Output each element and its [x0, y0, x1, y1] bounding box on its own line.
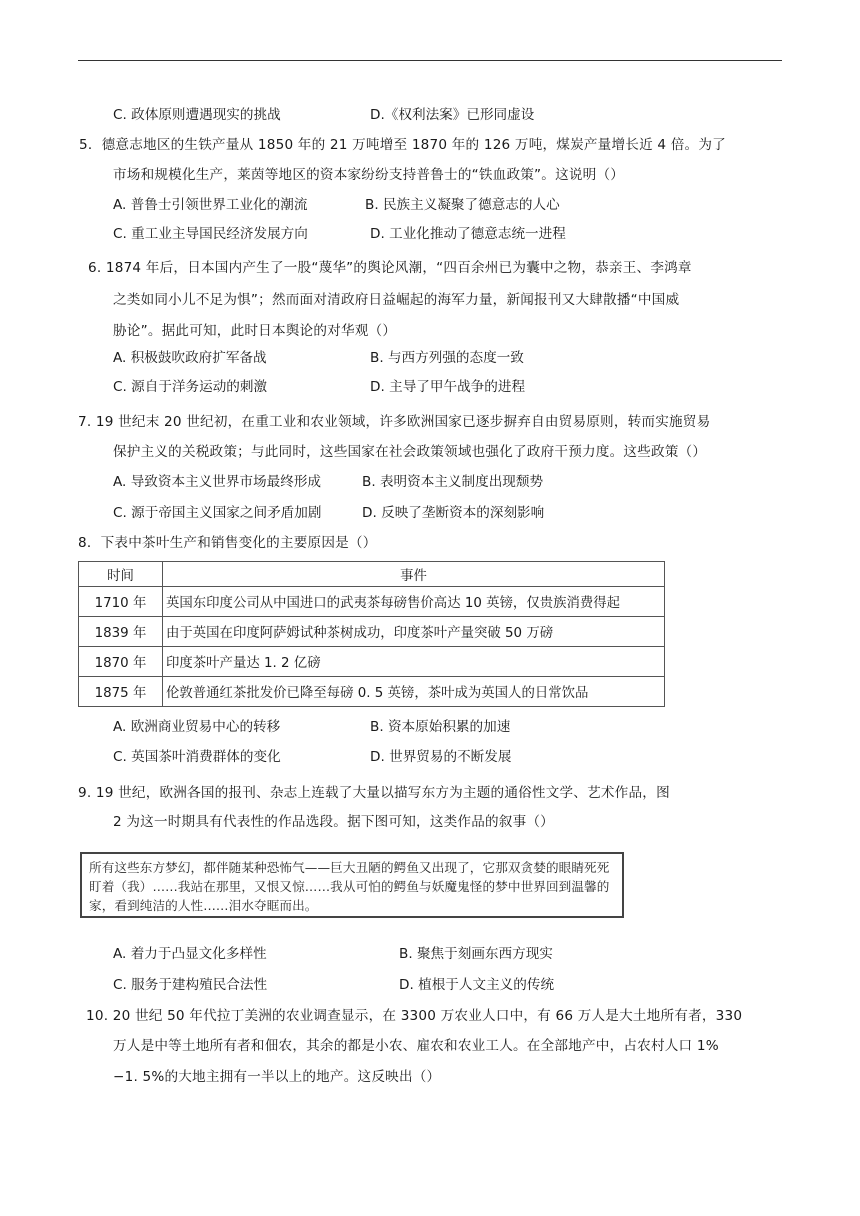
q6-stem-line-1: 6. 1874 年后，日本国内产生了一股“蔑华”的舆论风潮，“四百余州已为囊中之物，恭亲王、李鸿章 [88, 260, 692, 276]
table-header-time: 时间 [79, 562, 163, 587]
q6-stem-line-3: 胁论”。据此可知，此时日本舆论的对华观（） [113, 323, 397, 339]
q6-option-b: B. 与西方列强的态度一致 [370, 350, 524, 366]
q5-option-d: D. 工业化推动了德意志统一进程 [370, 226, 566, 242]
excerpt-line: 家，看到纯洁的人性……泪水夺眶而出。 [89, 898, 318, 913]
table-cell-event: 印度茶叶产量达 1. 2 亿磅 [163, 647, 665, 677]
excerpt-figure [80, 852, 624, 918]
q6-option-a: A. 积极鼓吹政府扩军备战 [113, 350, 267, 366]
excerpt-line: 盯着（我）……我站在那里，又恨又惊……我从可怕的鳄鱼与妖魔鬼怪的梦中世界回到温馨的 [89, 879, 610, 894]
table-row [79, 647, 665, 677]
q5-stem-line-1: 5．德意志地区的生铁产量从 1850 年的 21 万吨增至 1870 年的 126 万吨，煤炭产量增长近 4 倍。为了 [79, 137, 726, 153]
q7-stem-line-2: 保护主义的关税政策；与此同时，这些国家在社会政策领域也强化了政府干预力度。这些政策（） [113, 444, 707, 460]
q10-stem-line-1: 10. 20 世纪 50 年代拉丁美洲的农业调查显示，在 3300 万农业人口中，有 66 万人是大土地所有者，330 [86, 1008, 743, 1024]
q9-option-b: B. 聚焦于刻画东西方现实 [399, 946, 553, 962]
q5-option-b: B. 民族主义凝聚了德意志的人心 [365, 197, 560, 213]
table-cell-event: 伦敦普通红茶批发价已降至每磅 0. 5 英镑，茶叶成为英国人的日常饮品 [163, 677, 665, 707]
q10-stem-line-2: 万人是中等土地所有者和佃农，其余的都是小农、雇农和农业工人。在全部地产中，占农村人口 1% [113, 1038, 719, 1054]
q6-stem-line-2: 之类如同小儿不足为惧”；然而面对清政府日益崛起的海军力量，新闻报刊又大肆散播“中国威 [113, 292, 680, 308]
q4-option-d: D.《权利法案》已形同虚设 [370, 107, 535, 123]
q6-option-c: C. 源自于洋务运动的刺激 [113, 379, 268, 395]
table-cell-event: 由于英国在印度阿萨姆试种茶树成功，印度茶叶产量突破 50 万磅 [163, 617, 665, 647]
q8-option-b: B. 资本原始积累的加速 [370, 719, 511, 735]
table-row [79, 587, 665, 617]
table-row [79, 617, 665, 647]
q9-option-d: D. 植根于人文主义的传统 [399, 977, 555, 993]
q7-stem-line-1: 7. 19 世纪末 20 世纪初，在重工业和农业领域，许多欧洲国家已逐步摒弃自由贸易原则，转而实施贸易 [78, 414, 711, 430]
q5-stem-line-2: 市场和规模化生产，莱茵等地区的资本家纷纷支持普鲁士的“铁血政策”。这说明（） [113, 167, 625, 183]
q5-option-c: C. 重工业主导国民经济发展方向 [113, 226, 308, 242]
q9-stem-line-1: 9. 19 世纪，欧洲各国的报刊、杂志上连载了大量以描写东方为主题的通俗性文学、艺术作品，图 [78, 785, 670, 801]
q9-stem-line-2: 2 为这一时期具有代表性的作品选段。据下图可知，这类作品的叙事（） [113, 814, 554, 830]
table-cell-event: 英国东印度公司从中国进口的武夷茶每磅售价高达 10 英镑，仅贵族消费得起 [163, 587, 665, 617]
table-cell-year: 1875 年 [79, 677, 163, 707]
q9-option-c: C. 服务于建构殖民合法性 [113, 977, 268, 993]
q4-option-c: C. 政体原则遭遇现实的挑战 [113, 107, 281, 123]
table-cell-year: 1839 年 [79, 617, 163, 647]
header-rule [78, 60, 782, 61]
table-cell-year: 1870 年 [79, 647, 163, 677]
q8-option-d: D. 世界贸易的不断发展 [370, 749, 512, 765]
q7-option-b: B. 表明资本主义制度出现颓势 [362, 474, 544, 490]
table-header-event: 事件 [163, 562, 665, 587]
q8-option-c: C. 英国茶叶消费群体的变化 [113, 749, 281, 765]
excerpt-line: 所有这些东方梦幻，都伴随某种恐怖气——巨大丑陋的鳄鱼又出现了，它那双贪婪的眼睛死死 [89, 860, 610, 875]
q9-option-a: A. 着力于凸显文化多样性 [113, 946, 267, 962]
q8-option-a: A. 欧洲商业贸易中心的转移 [113, 719, 281, 735]
q7-option-c: C. 源于帝国主义国家之间矛盾加剧 [113, 505, 322, 521]
table-cell-year: 1710 年 [79, 587, 163, 617]
q5-option-a: A. 普鲁士引领世界工业化的潮流 [113, 197, 308, 213]
tea-events-table [78, 561, 665, 707]
q7-option-a: A. 导致资本主义世界市场最终形成 [113, 474, 322, 490]
table-row [79, 677, 665, 707]
q10-stem-line-3: −1. 5%的大地主拥有一半以上的地产。这反映出（） [113, 1069, 441, 1085]
q6-option-d: D. 主导了甲午战争的进程 [370, 379, 526, 395]
q8-stem: 8．下表中茶叶生产和销售变化的主要原因是（） [78, 535, 377, 551]
q7-option-d: D. 反映了垄断资本的深刻影响 [362, 505, 545, 521]
table-header-row [79, 562, 665, 587]
